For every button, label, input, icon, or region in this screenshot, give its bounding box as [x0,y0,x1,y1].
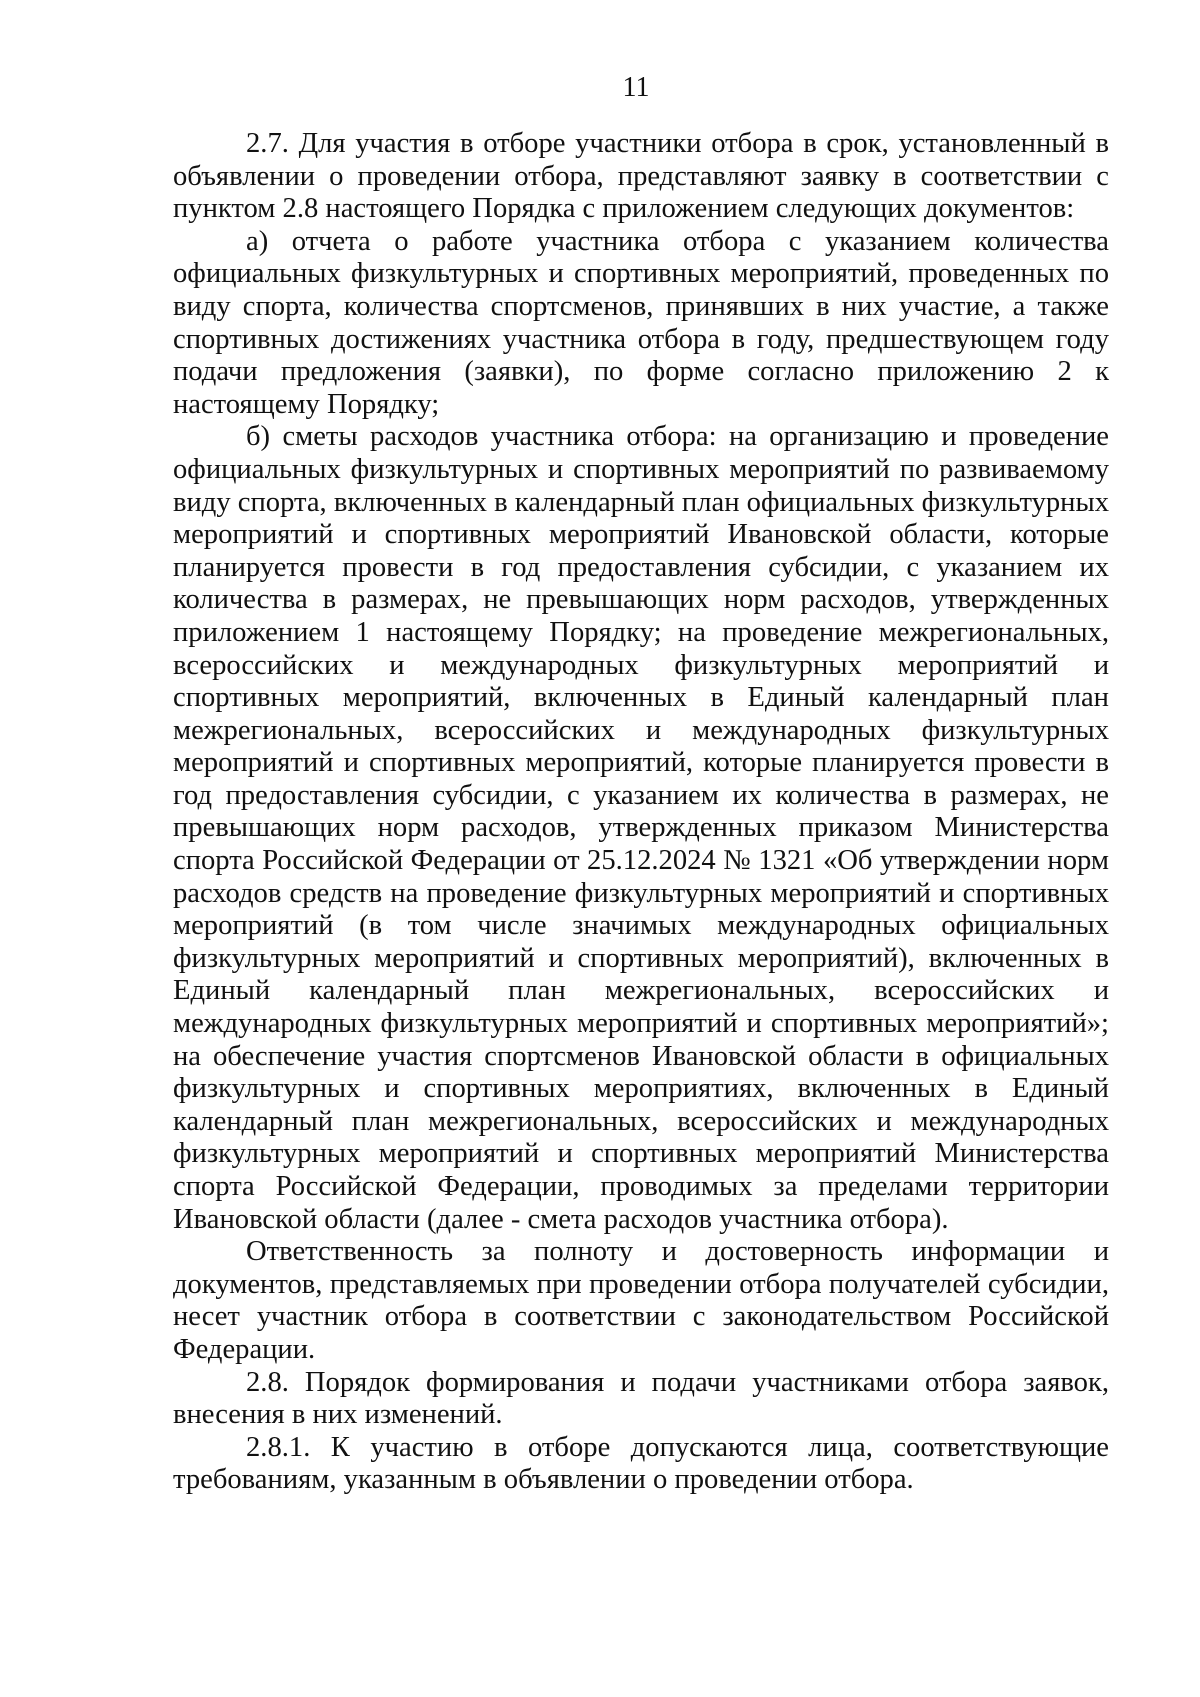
paragraph-2-7-b: б) сметы расходов участника отбора: на организацию и проведение официальных физкультурных и спортивных мероприятий по развиваемому виду спорта, включенных в календарный план официальных физкультурных мероприятий и спортивных мероприятий Ивановской области, которые планируется провести в год предоставления субсидии, с указанием их количества в размерах, не превышающих норм расходов, утвержденных приложением 1 настоящему Порядку; на проведение межрегиональных, всероссийских и международных физкультурных мероприятий и спортивных мероприятий, включенных в Единый календарный план межрегиональных, всероссийских и международных физкультурных мероприятий и спортивных мероприятий, которые планируется провести в год предоставления субсидии, с указанием их количества в размерах, не превышающих норм расходов, утвержденных приказом Министерства спорта Российской Федерации от 25.12.2024 № 1321 «Об утверждении норм расходов средств на проведение физкультурных мероприятий и спортивных мероприятий (в том числе значимых международных официальных физкультурных мероприятий и спортивных мероприятий), включенных в Единый календарный план межрегиональных, всероссийских и международных физкультурных мероприятий и спортивных мероприятий»; на обеспечение участия спортсменов Ивановской области в официальных физкультурных и спортивных мероприятиях, включенных в Единый календарный план межрегиональных, всероссийских и международных физкультурных мероприятий и спортивных мероприятий Министерства спорта Российской Федерации, проводимых за пределами территории Ивановской области (далее - смета расходов участника отбора). [173,421,1109,1235]
paragraph-2-7-a: а) отчета о работе участника отбора с указанием количества официальных физкультурных и спортивных мероприятий, проведенных по виду спорта, количества спортсменов, принявших в них участие, а также спортивных достижениях участника отбора в году, предшествующем году подачи предложения (заявки), по форме согласно приложению 2 к настоящему Порядку; [173,225,1109,420]
paragraph-2-8: 2.8. Порядок формирования и подачи участниками отбора заявок, внесения в них изменений. [173,1366,1109,1431]
document-body [173,128,1109,1497]
paragraph-2-8-1: 2.8.1. К участию в отборе допускаются лица, соответствующие требованиям, указанным в объявлении о проведении отбора. [173,1431,1109,1496]
paragraph-2-7: 2.7. Для участия в отборе участники отбора в срок, установленный в объявлении о проведении отбора, представляют заявку в соответствии с пунктом 2.8 настоящего Порядка с приложением следующих документов: [173,128,1109,225]
page-number: 11 [622,72,650,103]
paragraph-responsibility: Ответственность за полноту и достоверность информации и документов, представляемых при проведении отбора получателей субсидии, несет участник отбора в соответствии с законодательством Российской Федерации. [173,1236,1109,1365]
